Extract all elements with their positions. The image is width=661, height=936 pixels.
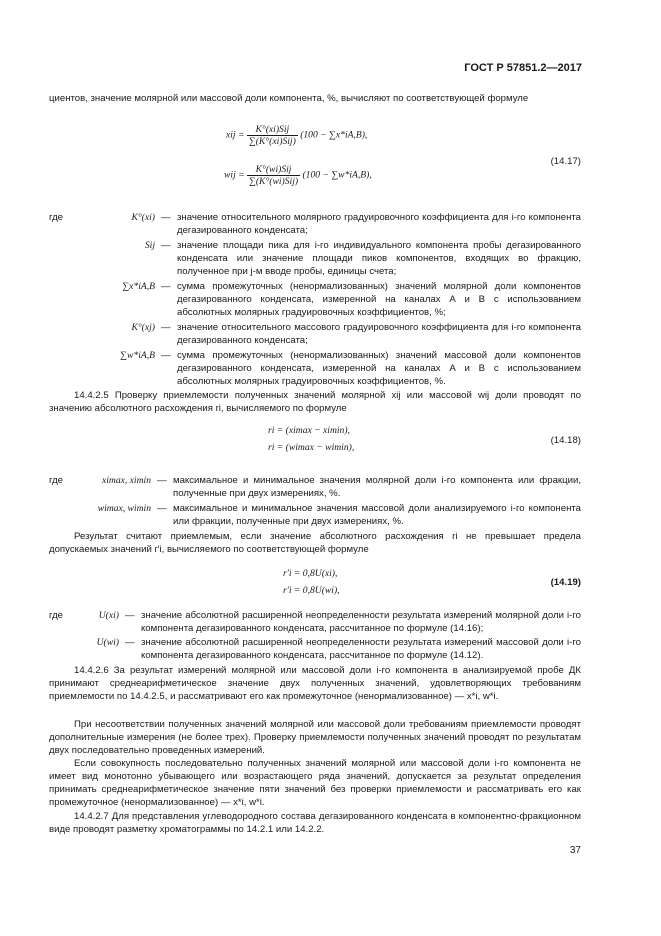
eq2-denominator: ∑(K°(wi)Sij) — [249, 176, 299, 187]
where-2-symbol-1: ximax, ximin — [101, 475, 151, 486]
equation-14-17-line-1 — [226, 124, 367, 147]
eq2-numerator: K°(wi)Sij — [247, 164, 300, 176]
where-1-symbol-5: ∑w*iA,B — [120, 350, 155, 361]
equation-14-17-line-2 — [224, 164, 372, 187]
dash: — — [161, 350, 171, 361]
where-1-symbol-1: K°(xi) — [131, 212, 155, 223]
where-label-3: где — [49, 610, 64, 621]
where-1-item-2 — [49, 239, 581, 279]
dash: — — [161, 281, 171, 292]
page-number: 37 — [569, 845, 581, 856]
where-1-item-5 — [49, 349, 581, 389]
equation-14-18-line-2: ri = (wimax − wimin), — [268, 442, 355, 453]
where-1-text-1: значение относительного молярного градуировочного коэффициента для i-го компонента дегазированного конденсата; — [177, 212, 581, 237]
where-3-item-2 — [49, 636, 581, 663]
eq1-rhs: (100 − ∑x*iA,B), — [300, 129, 368, 141]
eq2-rhs: (100 − ∑w*iA,B), — [302, 169, 372, 181]
where-2-symbol-2: wimax, wimin — [97, 503, 151, 514]
document-standard-number: ГОСТ Р 57851.2—2017 — [464, 62, 582, 74]
where-2-text-2: максимальное и минимальное значения массовой доли анализируемого i-го компонента или фракции, полученные при двух измерениях, %. — [173, 503, 581, 528]
where-3-text-1: значение абсолютной расширенной неопределенности результата измерений молярной доли i-го компонента дегазированного конденсата, рассчитанное по формуле (14.16); — [141, 610, 581, 635]
equation-14-19-line-2: r′i = 0,8U(wi), — [283, 585, 340, 596]
paragraph-14-4-2-7: 14.4.2.7 Для представления углеводородного состава дегазированного конденсата в компонентно-фракционном виде проводят разметку хроматограммы по 14.2.1 или 14.2.2. — [49, 811, 581, 836]
dash: — — [157, 503, 167, 514]
where-1-item-4 — [49, 321, 581, 348]
where-1-symbol-2: Sij — [144, 240, 155, 251]
equation-number-14-17: (14.17) — [550, 156, 581, 167]
where-2-item-1 — [49, 474, 581, 501]
dash: — — [157, 475, 167, 486]
paragraph-mismatch: При несоответствии полученных значений молярной или массовой доли требованиям приемлемости проводят дополнительные измерения (не более трех). Проверку приемлемости полученных значений проводят по результатам двух последовательно проведенных измерений. — [49, 719, 581, 757]
paragraph-monotone: Если совокупность последовательно полученных значений молярной или массовой доли i-го компонента не имеет вид монотонно убывающего или возрастающего ряда значений, допускается за результат определения принимать среднеарифметическое значение пяти значений без проверки приемлемости и рассматривать его как промежуточное (ненормализованное) — x*i, w*i. — [49, 758, 581, 809]
eq1-lhs: xij = — [226, 129, 245, 141]
equation-number-14-18: (14.18) — [550, 435, 581, 446]
where-2-text-1: максимальное и минимальное значения молярной доли i-го компонента или фракции, полученные при двух измерениях, %. — [173, 475, 581, 500]
eq2-fraction — [247, 164, 300, 187]
where-1-item-3 — [49, 280, 581, 320]
where-3-symbol-1: U(xi) — [98, 610, 119, 621]
dash: — — [161, 322, 171, 333]
equation-14-19-line-1: r′i = 0,8U(xi), — [283, 568, 338, 579]
where-1-symbol-4: K°(xj) — [131, 322, 155, 333]
eq1-numerator: K°(xi)Sij — [247, 124, 298, 136]
equation-14-18-line-1: ri = (ximax − ximin), — [268, 425, 350, 436]
where-1-text-5: сумма промежуточных (ненормализованных) значений массовой доли компонентов дегазированного конденсата, измеренной на каналах А и В с использованием абсолютных молярных градуировочных коэффициентов, %. — [177, 350, 581, 388]
where-3-text-2: значение абсолютной расширенной неопределенности результата измерений массовой доли i-го компонента дегазированного конденсата, рассчитанное по формуле (14.12). — [141, 637, 581, 662]
dash: — — [161, 212, 171, 223]
where-3-symbol-2: U(wi) — [96, 637, 119, 648]
where-2-item-2 — [49, 502, 581, 529]
where-1-item-1 — [49, 211, 581, 238]
dash: — — [161, 240, 171, 251]
dash: — — [125, 610, 135, 621]
where-1-text-4: значение относительного массового градуировочного коэффициента для i-го компонента дегазированного конденсата; — [177, 322, 581, 347]
where-label: где — [49, 212, 64, 223]
where-label-2: где — [49, 475, 64, 486]
eq1-denominator: ∑(K°(xi)Sij) — [248, 136, 296, 147]
where-3-item-1 — [49, 609, 581, 636]
paragraph-14-4-2-5: 14.4.2.5 Проверку приемлемости полученных значений молярной xij или массовой wij доли проводят по значению абсолютного расхождения ri, вычисляемого по формуле — [49, 390, 581, 415]
where-1-text-3: сумма промежуточных (ненормализованных) значений молярной доли компонентов дегазированного конденсата, измеренной на каналах А и В с использованием абсолютных молярных градуировочных коэффициентов, %; — [177, 281, 581, 319]
where-1-symbol-3: ∑x*iA,B — [122, 281, 155, 292]
paragraph-result: Результат считают приемлемым, если значение абсолютного расхождения ri не превышает предела допускаемых значений r′i, вычисляемого по соответствующей формуле — [49, 531, 581, 556]
intro-paragraph: циентов, значение молярной или массовой доли компонента, %, вычисляют по соответствующей формуле — [49, 93, 529, 104]
equation-number-14-19: (14.19) — [550, 577, 581, 588]
where-1-text-2: значение площади пика для i-го индивидуального компонента пробы дегазированного конденсата или значение площади пиков компонентов, входящих во фракцию, полученное при j-м вводе пробы, единицы счета; — [177, 240, 581, 278]
paragraph-14-4-2-6: 14.4.2.6 За результат измерений молярной или массовой доли i-го компонента в анализируемой пробе ДК принимают среднеарифметическое значение двух полученных значений, удовлетворяющих требованиям приемлемости по 14.4.2.5, и рассматривают его как промежуточное (ненормализованное) — x*i, w*i. — [49, 665, 581, 703]
eq2-lhs: wij = — [224, 169, 245, 181]
dash: — — [125, 637, 135, 648]
eq1-fraction — [247, 124, 298, 147]
